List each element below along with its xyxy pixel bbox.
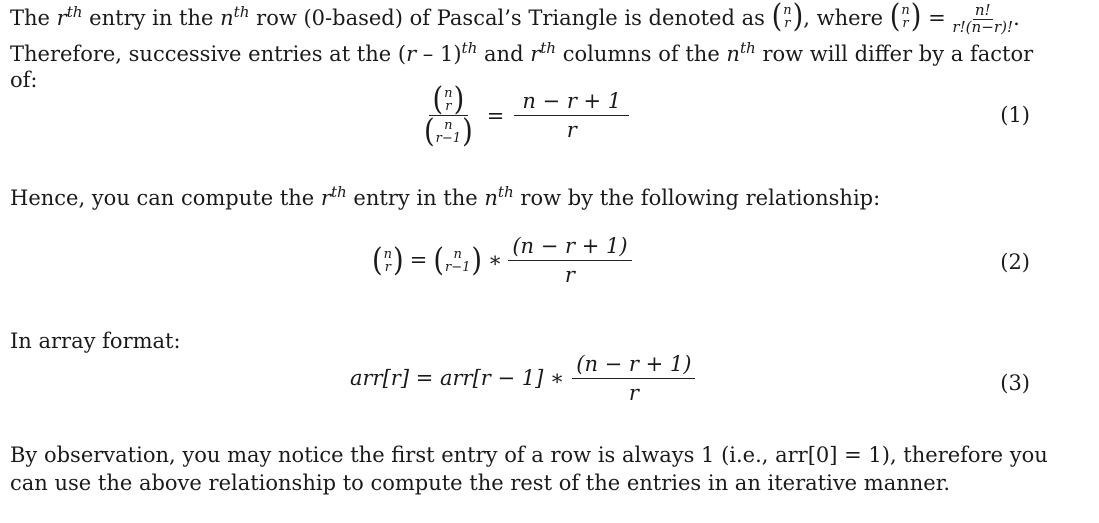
equation-number-3: (3) (1000, 371, 1030, 395)
equation-number-1: (1) (1000, 103, 1030, 127)
paragraph-ratio-intro: Therefore, successive entries at the (r – 1)$^{th}$ and $r^{th}$ columns of the $n^{th}$ row will differ by a factor (10, 39, 1034, 66)
binomial-n-r: ( n r ) (889, 0, 922, 35)
equation-number-2: (2) (1000, 250, 1030, 274)
sup-th: th (66, 3, 83, 21)
factorial-fraction: $\frac{n!}{r!(n-r)!}$ (952, 1, 1014, 36)
paragraph-ratio-intro-cont: of: (10, 68, 38, 92)
para1-text-b: entry in the (82, 6, 221, 30)
binomial-n-r: ( n r ) (372, 242, 404, 279)
paragraph-relationship: Hence, you can compute the $r^{th}$ entry in the $n^{th}$ row by the following relationship: (10, 183, 881, 210)
paragraph-observation-line-2: can use the above relationship to compute the rest of the entries in an iterative manner. (10, 471, 951, 495)
equation-1 (420, 81, 629, 150)
para1-text-d: , where (803, 6, 890, 30)
binomial-ratio: ( n r ) ( n r−1 ) (424, 81, 473, 150)
paragraph-array-format: In array format: (10, 329, 181, 353)
equation-2: ( n r ) = ( n r−1 ) ∗ $\frac{(n - r + 1)}{r}$ (372, 234, 632, 287)
var-r: r (56, 6, 67, 30)
array-expression: arr[r] = arr[r − 1] ∗ (350, 366, 565, 391)
paragraph-observation-line-1: By observation, you may notice the first entry of a row is always 1 (i.e., arr[0] = 1), therefore you (10, 443, 1048, 467)
var-n: n (220, 6, 234, 30)
paragraph-definition: The $r^{th}$ entry in the $n^{th}$ row (0-based) of Pascal’s Triangle is denoted as ( n r ) , where ( n r ) = $\frac{n!}{r!(n-r)!}$ . (10, 0, 1020, 36)
rhs-fraction: $\frac{n - r + 1}{r}$ (514, 89, 629, 142)
equation-3 (350, 352, 695, 405)
para1-text-c: row (0-based) of Pascal’s Triangle is denoted as (249, 6, 772, 30)
rhs-fraction: $\frac{(n - r + 1)}{r}$ (572, 352, 695, 405)
rhs-fraction: $\frac{(n - r + 1)}{r}$ (508, 234, 631, 287)
binomial-n-r-minus-1: ( n r−1 ) (433, 242, 483, 279)
para1-text-e: = (921, 6, 953, 30)
para1-text-a: The (10, 6, 57, 30)
binomial-n-r: ( n r ) (771, 0, 804, 35)
sup-th: th (233, 3, 250, 21)
equals-sign: = (486, 103, 505, 128)
